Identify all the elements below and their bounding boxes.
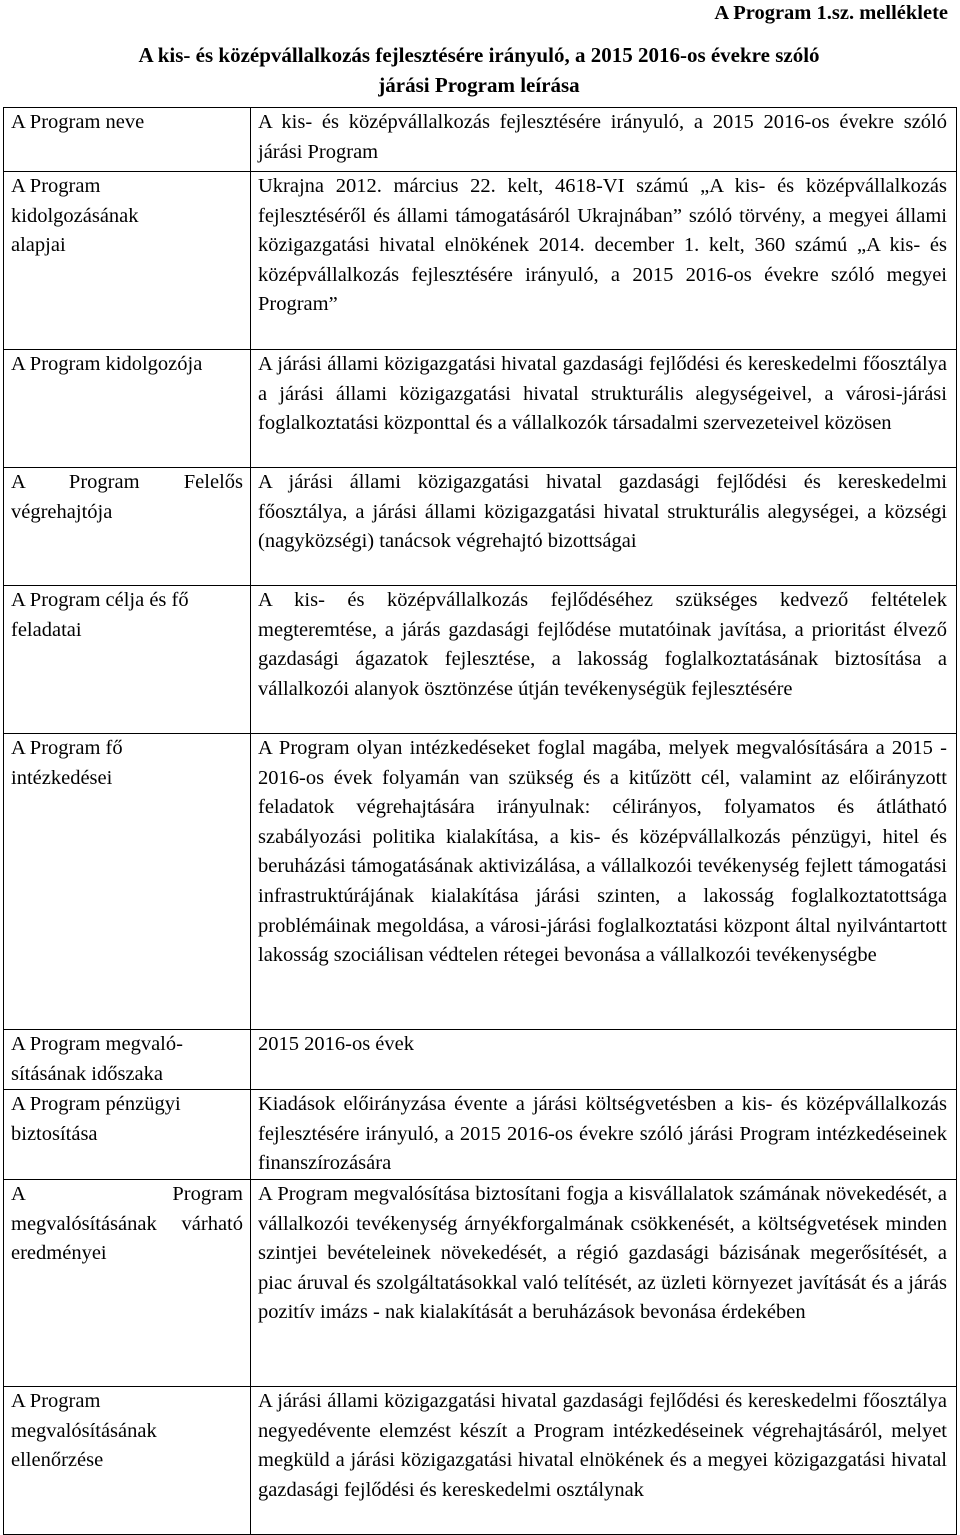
row-content: Kiadások előirányzása évente a járási költségvetésben a kis- és középvállalkozás fejlesztésére irányuló, a 2015 2016-os évekre szóló járási Program intézkedéseinek finanszírozására xyxy=(251,1090,957,1180)
row-content: A Program megvalósítása biztosítani fogja a kisvállalatok számának növekedését, a vállalkozói tevékenység árnyékforgalmának csökkenését, a költségvetések minden szintjei bevételeinek növekedését, a régió gazdasági bázisának megerősítését, a piac áruval és szolgáltatásokkal való telítését, az üzleti környezet javítását és a járás pozitív imázs - nak kialakítását a beruházások bevonása érdekében xyxy=(251,1179,957,1386)
row-label: A Program megvalósításának ellenőrzése xyxy=(4,1386,251,1534)
row-content: A járási állami közigazgatási hivatal gazdasági fejlődési és kereskedelmi főosztálya, a járási állami közigazgatási hivatal strukturális alegységei, a községi (nagyközségi) tanácsok végrehajtó bizottságai xyxy=(251,468,957,586)
row-content: A Program olyan intézkedéseket foglal magába, melyek megvalósítására a 2015 - 2016-os évek folyamán van szükség és a kitűzött cél, valamint az előirányzott feladatok végrehajtására irányulnak: célirányos, folyamatos és átlátható szabályozási politika kialakítása, a kis- és középvállalkozás pénzügyi, hitel és beruházási támogatásának aktivizálása, a vállalkozói tevékenység fejlett támogatási infrastruktúrájának kialakítása járási szinten, a lakosság foglalkoztatottsága problémáinak megoldása, a városi-járási foglalkoztatási központ által nyilvántartott lakosság szociálisan védtelen rétegei bevonása a vállalkozói tevékenységbe xyxy=(251,734,957,1030)
row-label: A Program célja és fő feladatai xyxy=(4,586,251,734)
row-content: 2015 2016-os évek xyxy=(251,1030,957,1090)
row-content: Ukrajna 2012. március 22. kelt, 4618-VI számú „A kis- és középvállalkozás fejlesztéséről és állami támogatásáról Ukrajnában” szóló törvény, a megyei állami közigazgatási hivatal elnökének 2014. december 1. kelt, 360 számú „A kis- és középvállalkozás fejlesztésére irányuló, a 2015 2016-os évekre szóló megyei Program” xyxy=(251,172,957,350)
table-row-goal xyxy=(4,586,957,734)
row-label: A Program fő intézkedései xyxy=(4,734,251,1030)
table-row-results xyxy=(4,1179,957,1386)
program-table xyxy=(3,107,957,1535)
row-label: A Program megvalósításának várható eredményei xyxy=(4,1179,251,1386)
annex-label: A Program 1.sz. melléklete xyxy=(714,2,948,24)
row-label: A Program Felelős végrehajtója xyxy=(4,468,251,586)
table-row-financing xyxy=(4,1090,957,1180)
table-row-developer xyxy=(4,350,957,468)
title-line-2: járási Program leírása xyxy=(378,73,580,97)
row-label: A Program megvalósításának időszaka xyxy=(4,1030,251,1090)
row-content: A járási állami közigazgatási hivatal gazdasági fejlődési és kereskedelmi főosztálya negyedévente elemzést készít a Program intézkedéseinek végrehajtásáról, melyet megküld a járási közigazgatási hivatal elnökének és a megyei közigazgatási hivatal gazdasági fejlődési és kereskedelmi osztálynak xyxy=(251,1386,957,1534)
row-content: A kis- és középvállalkozás fejlődéséhez szükséges kedvező feltételek megteremtése, a járás gazdasági fejlődése mutatóinak javítása, a prioritást élvező gazdasági ágazatok fejlesztése, a lakosság foglalkoztatásának biztosítása a vállalkozói alanyok ösztönzése útján tevékenységük fejlesztésére xyxy=(251,586,957,734)
row-label: A Program kidolgozásának alapjai xyxy=(4,172,251,350)
table-row-period xyxy=(4,1030,957,1090)
row-label: A Program neve xyxy=(4,108,251,172)
row-content: A kis- és középvállalkozás fejlesztésére irányuló, a 2015 2016-os évekre szóló járási Program xyxy=(251,108,957,172)
table-row-measures xyxy=(4,734,957,1030)
title-line-1: A kis- és középvállalkozás fejlesztésére irányuló, a 2015 2016-os évekre szóló xyxy=(138,43,820,67)
row-label: A Program pénzügyi biztosítása xyxy=(4,1090,251,1180)
document-title xyxy=(0,40,958,100)
table-row-executor xyxy=(4,468,957,586)
table-row-control xyxy=(4,1386,957,1534)
table-row-basis xyxy=(4,172,957,350)
row-content: A járási állami közigazgatási hivatal gazdasági fejlődési és kereskedelmi főosztálya a járási állami közigazgatási hivatal strukturális alegységeivel, a városi-járási foglalkoztatási központtal és a vállalkozók társadalmi szervezeteivel közösen xyxy=(251,350,957,468)
row-label: A Program kidolgozója xyxy=(4,350,251,468)
table-row-name xyxy=(4,108,957,172)
